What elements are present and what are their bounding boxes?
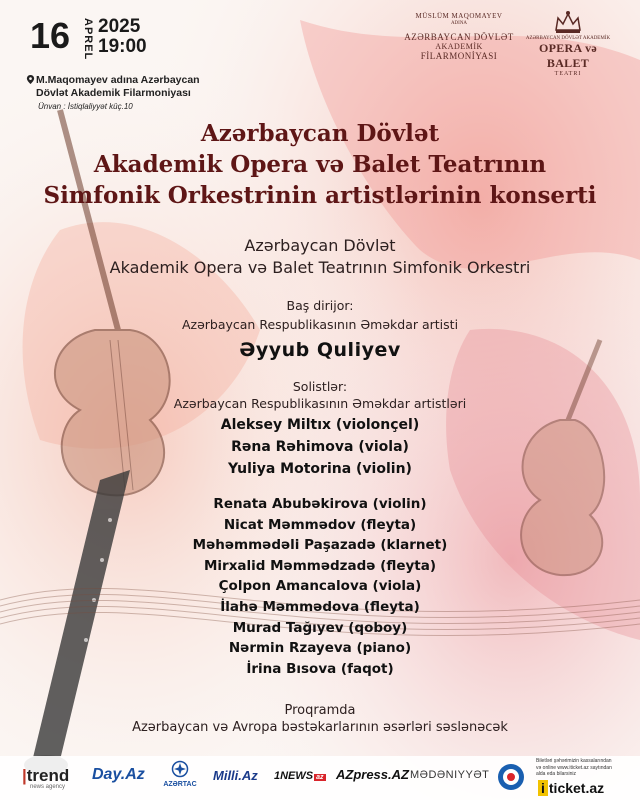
- 1news-logo: 1NEWS az: [274, 770, 324, 782]
- milli-logo: Milli.Az: [213, 768, 258, 783]
- concert-title: [0, 118, 640, 211]
- sponsor-logos: [0, 758, 640, 800]
- ticket-note-line-3: alda eda bilarsiniz: [536, 771, 577, 777]
- azpress-logo: AZpress.AZ: [336, 767, 409, 782]
- program-label: Proqramda: [284, 703, 356, 718]
- honored-soloist-3: Yuliya Motorina (violin): [228, 461, 412, 477]
- medeniyyet-logo: MƏDƏNIYYƏT: [410, 769, 490, 781]
- conductor-label: Baş dirijor:: [286, 298, 354, 313]
- venue-block: [26, 74, 200, 113]
- azertac-label: AZƏRTAC: [163, 781, 197, 788]
- event-day: 16: [30, 15, 71, 56]
- azertac-logo: [160, 760, 200, 788]
- ticket-note-line-2: və online www.iticket.az saytından: [536, 764, 612, 771]
- trend-logo-sub: news agency: [30, 784, 66, 790]
- conductor-title: Azərbaycan Respublikasının Əməkdar artisti: [181, 317, 459, 332]
- iticket-logo[interactable]: i ticket.az: [538, 780, 604, 796]
- ticket-note: [536, 758, 636, 778]
- trend-logo: |trend news agency: [22, 766, 70, 790]
- orchestra-name: [0, 235, 640, 279]
- iticket-i: i: [538, 780, 548, 796]
- event-month: APREL: [82, 18, 94, 61]
- azertac-emblem-icon: [171, 760, 189, 778]
- honored-soloist-2: Rəna Rəhimova (viola): [231, 439, 409, 455]
- 1news-badge: az: [316, 774, 324, 781]
- orchestra-line-1: Azərbaycan Dövlət: [244, 236, 396, 255]
- venue-address: Ünvan : İstiqlaliyyət küç.10: [38, 102, 133, 111]
- opera-logo: [518, 10, 618, 77]
- soloist-4: Mirxalid Məmmədzadə (fleyta): [203, 557, 437, 574]
- opera-logo-line-3: TEATRI: [554, 71, 582, 77]
- program-text: Azərbaycan və Avropa bəstəkarlarının əsərləri səslənəcək: [132, 720, 508, 735]
- filarmoniya-logo-line-4: AKADEMİK: [435, 42, 483, 51]
- soloist-9: İrina Bısova (faqot): [246, 660, 394, 677]
- location-pin-icon: [26, 75, 35, 84]
- conductor-name: Əyyub Quliyev: [239, 339, 401, 361]
- venue-line-2: Dövlət Akademik Filarmoniyası: [36, 87, 191, 99]
- soloists-title: Azərbaycan Respublikasının Əməkdar artistləri: [173, 396, 467, 411]
- soloist-7: Murad Tağıyev (qoboy): [232, 619, 408, 636]
- venue-line-1: M.Maqomayev adına Azərbaycan: [36, 74, 200, 86]
- program-block: [0, 702, 640, 736]
- soloist-5: Çolpon Amancalova (viola): [218, 578, 422, 595]
- soloists-block: [0, 378, 640, 480]
- honored-soloist-1: Aleksey Miltıx (violonçel): [220, 417, 420, 433]
- soloist-3: Məhəmmədəli Paşazadə (klarnet): [192, 537, 448, 554]
- soloist-6: İlahə Məmmədova (fleyta): [220, 598, 420, 615]
- title-line-1: Azərbaycan Dövlət: [200, 120, 440, 147]
- soloist-8: Nərmin Rzayeva (piano): [228, 640, 412, 657]
- other-soloists-list: [0, 494, 640, 679]
- soloist-2: Nicat Məmmədov (fleyta): [223, 516, 417, 533]
- filarmoniya-logo-line-3: AZƏRBAYCAN DÖVLƏT: [404, 32, 514, 42]
- dayaz-logo: Day.Az: [92, 766, 145, 783]
- filarmoniya-logo: [404, 12, 514, 61]
- orchestra-line-2: Akademik Opera və Balet Teatrının Simfonik Orkestri: [109, 258, 531, 277]
- crown-icon: [553, 10, 583, 34]
- event-time: 19:00: [98, 36, 147, 57]
- honored-soloists-list: [0, 414, 640, 480]
- event-year: 2025: [98, 16, 141, 37]
- emblem-icon: [496, 762, 526, 792]
- soloist-1: Renata Abubəkirova (violin): [213, 496, 427, 512]
- ticket-note-line-1: Biletləri şəhərimizin kassalarından: [536, 758, 612, 764]
- filarmoniya-logo-line-1: MÜSLÜM MAQOMAYEV: [415, 12, 503, 20]
- opera-logo-line-1: AZƏRBAYCAN DÖVLƏT AKADEMİK: [525, 36, 611, 41]
- filarmoniya-logo-line-5: FİLARMONİYASI: [420, 51, 498, 61]
- culture-ministry-emblem: [496, 762, 526, 792]
- conductor-block: [0, 297, 640, 361]
- title-line-2: Akademik Opera və Balet Teatrının: [93, 151, 547, 178]
- soloists-label: Solistlər:: [292, 379, 348, 394]
- filarmoniya-logo-line-2: ADINA: [450, 21, 468, 26]
- title-line-3: Simfonik Orkestrinin artistlərinin konserti: [43, 182, 597, 209]
- opera-logo-line-2: OPERA və BALET: [538, 41, 598, 70]
